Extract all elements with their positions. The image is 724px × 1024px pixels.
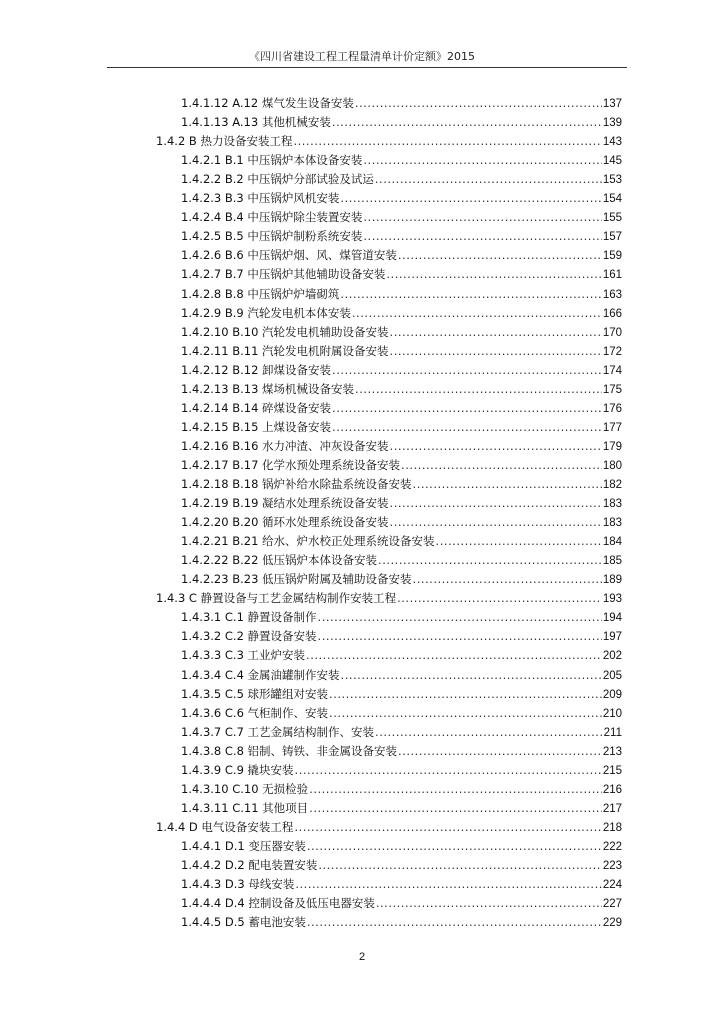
- toc-entry-title: 1.4.2.17 B.17 化学水预处理系统设备安装: [181, 457, 401, 472]
- toc-entry[interactable]: [181, 761, 622, 780]
- dot-leader: [329, 685, 602, 704]
- dot-leader: [390, 342, 602, 361]
- dot-leader: [309, 799, 602, 818]
- toc-entry[interactable]: [181, 856, 622, 875]
- toc-entry-page: 210: [602, 707, 622, 720]
- toc-entry-title: 1.4.3.7 C.7 工艺金属结构制作、安装: [181, 724, 375, 739]
- toc-entry[interactable]: [181, 246, 622, 265]
- toc-entry-title: 1.4.2.23 B.23 低压锅炉附属及辅助设备安装: [181, 572, 412, 587]
- toc-entry-title: 1.4.2.12 B.12 卸煤设备安装: [181, 362, 332, 377]
- dot-leader: [390, 437, 602, 456]
- dot-leader: [397, 589, 602, 608]
- toc-entry-page: 183: [602, 517, 622, 530]
- toc-entry[interactable]: [156, 818, 622, 837]
- toc-entry-page: 185: [602, 555, 622, 568]
- toc-entry[interactable]: [181, 627, 622, 646]
- dot-leader: [307, 837, 602, 856]
- toc-entry-page: 184: [602, 536, 622, 549]
- toc-entry[interactable]: [181, 551, 622, 570]
- toc-entry-page: 153: [602, 174, 622, 187]
- toc-entry[interactable]: [181, 113, 622, 132]
- dot-leader: [436, 532, 602, 551]
- dot-leader: [340, 285, 601, 304]
- toc-entry-page: 194: [602, 612, 622, 625]
- toc-entry-title: 1.4.2 B 热力设备安装工程: [156, 134, 293, 149]
- toc-entry-title: 1.4.2.10 B.10 汽轮发电机辅助设备安装: [181, 324, 389, 339]
- toc-entry-page: 176: [602, 402, 622, 415]
- toc-entry[interactable]: [181, 894, 622, 913]
- toc-entry-title: 1.4.3.2 C.2 静置设备安装: [181, 629, 317, 644]
- toc-entry-page: 227: [602, 898, 622, 911]
- toc-entry[interactable]: [181, 323, 622, 342]
- toc-entry[interactable]: [181, 342, 622, 361]
- dot-leader: [378, 551, 602, 570]
- toc-entry-page: 222: [602, 840, 622, 853]
- toc-entry-title: 1.4.4.3 D.3 母线安装: [181, 877, 295, 892]
- toc-entry[interactable]: [181, 799, 622, 818]
- toc-entry-title: 1.4.4 D 电气设备安装工程: [156, 819, 294, 834]
- dot-leader: [306, 646, 602, 665]
- toc-entry[interactable]: [181, 666, 622, 685]
- dot-leader: [398, 742, 602, 761]
- toc-entry-page: 229: [602, 917, 622, 930]
- toc-entry-page: 218: [602, 821, 622, 834]
- toc-entry[interactable]: [181, 532, 622, 551]
- toc-entry-title: 1.4.2.7 B.7 中压锅炉其他辅助设备安装: [181, 267, 386, 282]
- toc-entry[interactable]: [181, 94, 622, 113]
- toc-entry[interactable]: [181, 913, 622, 932]
- toc-entry-page: 163: [602, 288, 622, 301]
- toc-entry-title: 1.4.2.6 B.6 中压锅炉烟、风、煤管道安装: [181, 248, 397, 263]
- toc-entry-page: 193: [602, 593, 622, 606]
- running-header: 《四川省建设工程工程量清单计价定额》2015: [249, 50, 475, 63]
- toc-entry-title: 1.4.2.14 B.14 碎煤设备安装: [181, 400, 332, 415]
- toc-entry[interactable]: [181, 646, 622, 665]
- toc-entry[interactable]: [181, 685, 622, 704]
- toc-entry-page: 157: [602, 231, 622, 244]
- toc-entry-title: 1.4.3.9 C.9 撬块安装: [181, 762, 294, 777]
- dot-leader: [390, 513, 602, 532]
- toc-entry-title: 1.4.2.1 B.1 中压锅炉本体设备安装: [181, 153, 363, 168]
- toc-entry-page: 202: [602, 650, 622, 663]
- toc-entry-title: 1.4.3.8 C.8 铝制、铸铁、非金属设备安装: [181, 743, 398, 758]
- toc-entry[interactable]: [181, 742, 622, 761]
- toc-entry-title: 1.4.2.20 B.20 循环水处理系统设备安装: [181, 515, 389, 530]
- toc-entry-page: 139: [602, 117, 622, 130]
- toc-entry-page: 182: [602, 479, 622, 491]
- toc-entry[interactable]: [181, 875, 622, 894]
- dot-leader: [398, 246, 602, 265]
- dot-leader: [329, 704, 602, 723]
- dot-leader: [355, 94, 602, 113]
- toc-entry-title: 1.4.1.13 A.13 其他机械安装: [181, 115, 331, 130]
- toc-entry-title: 1.4.2.22 B.22 低压锅炉本体设备安装: [181, 553, 378, 568]
- toc-entry-title: 1.4.2.19 B.19 凝结水处理系统设备安装: [181, 496, 389, 511]
- dot-leader: [386, 265, 601, 284]
- toc-entry[interactable]: [181, 265, 622, 284]
- toc-entry[interactable]: [181, 399, 622, 418]
- toc-entry[interactable]: [181, 608, 622, 627]
- toc-entry-page: 170: [602, 326, 622, 339]
- toc-entry-page: 216: [602, 783, 622, 796]
- toc-entry-title: 1.4.3.11 C.11 其他项目: [181, 800, 309, 815]
- dot-leader: [318, 856, 601, 875]
- dot-leader: [332, 113, 602, 132]
- toc-entry-page: 197: [602, 631, 622, 644]
- dot-leader: [332, 361, 602, 380]
- toc-entry-page: 179: [602, 440, 622, 453]
- toc-entry[interactable]: [181, 151, 622, 170]
- dot-leader: [295, 875, 601, 894]
- dot-leader: [294, 818, 601, 837]
- toc-entry-page: 145: [602, 155, 622, 168]
- header-divider: [107, 67, 627, 68]
- toc-entry[interactable]: [181, 227, 622, 246]
- toc-entry-page: 177: [602, 421, 622, 434]
- toc-entry-title: 1.4.2.16 B.16 水力冲渣、冲灰设备安装: [181, 438, 389, 453]
- toc-entry-title: 1.4.2.18 B.18 锅炉补给水除盐系统设备安装: [181, 477, 412, 491]
- toc-entry-page: 174: [602, 364, 622, 377]
- toc-entry-title: 1.4.2.9 B.9 汽轮发电机本体安装: [181, 305, 351, 320]
- dot-leader: [309, 780, 602, 799]
- toc-entry-page: 155: [602, 212, 622, 225]
- toc-entry-page: 143: [602, 136, 622, 149]
- toc-entry-page: 223: [602, 860, 622, 872]
- toc-entry[interactable]: [181, 456, 622, 475]
- toc-entry[interactable]: [156, 132, 622, 151]
- dot-leader: [307, 913, 602, 932]
- toc-entry-title: 1.4.2.3 B.3 中压锅炉风机安装: [181, 191, 340, 206]
- toc-entry[interactable]: [181, 780, 622, 799]
- toc-entry[interactable]: [181, 475, 622, 494]
- dot-leader: [352, 304, 602, 323]
- toc-entry-page: 189: [602, 574, 622, 587]
- toc-entry-page: 137: [602, 98, 622, 110]
- toc-entry[interactable]: [181, 418, 622, 437]
- toc-entry-page: 205: [602, 669, 622, 682]
- dot-leader: [341, 666, 602, 685]
- dot-leader: [363, 151, 601, 170]
- toc-entry[interactable]: [181, 494, 622, 513]
- dot-leader: [293, 132, 601, 151]
- toc-entry-title: 1.4.2.5 B.5 中压锅炉制粉系统安装: [181, 229, 363, 244]
- toc-entry-page: 154: [602, 193, 622, 206]
- toc-entry-title: 1.4.3 C 静置设备与工艺金属结构制作安装工程: [156, 591, 397, 606]
- toc-entry[interactable]: [181, 437, 622, 456]
- toc-entry-title: 1.4.3.10 C.10 无损检验: [181, 781, 309, 796]
- toc-entry-title: 1.4.3.3 C.3 工业炉安装: [181, 648, 306, 663]
- toc-entry[interactable]: [181, 837, 622, 856]
- dot-leader: [363, 227, 601, 246]
- toc-entry-page: 175: [602, 383, 622, 396]
- toc-entry-page: 211: [603, 726, 622, 739]
- toc-entry-page: 217: [602, 802, 622, 815]
- toc-entry[interactable]: [181, 170, 622, 189]
- toc-entry[interactable]: [181, 513, 622, 532]
- toc-entry-title: 1.4.3.1 C.1 静置设备制作: [181, 610, 317, 625]
- toc-entry-page: 172: [602, 345, 622, 358]
- toc-entry-page: 180: [602, 459, 622, 472]
- toc-entry-title: 1.4.4.1 D.1 变压器安装: [181, 838, 306, 853]
- toc-entry-title: 1.4.4.2 D.2 配电装置安装: [181, 858, 318, 872]
- toc-entry-title: 1.4.2.13 B.13 煤场机械设备安装: [181, 381, 355, 396]
- toc-entry-title: 1.4.3.6 C.6 气柜制作、安装: [181, 705, 329, 720]
- toc-entry-title: 1.4.2.21 B.21 给水、炉水校正处理系统设备安装: [181, 534, 435, 549]
- toc-entry[interactable]: [181, 189, 622, 208]
- toc-entry-page: 161: [602, 269, 622, 282]
- toc-entry-title: 1.4.2.4 B.4 中压锅炉除尘装置安装: [181, 210, 363, 225]
- toc-entry-page: 159: [602, 250, 622, 263]
- toc-entry-title: 1.4.2.11 B.11 汽轮发电机附属设备安装: [181, 343, 389, 358]
- toc-entry-page: 215: [602, 764, 622, 777]
- dot-leader: [413, 570, 602, 589]
- dot-leader: [375, 723, 603, 742]
- toc-entry[interactable]: [181, 570, 622, 589]
- toc-entry-page: 224: [602, 879, 622, 892]
- dot-leader: [355, 380, 602, 399]
- dot-leader: [332, 418, 602, 437]
- toc-entry-page: 166: [602, 307, 622, 320]
- dot-leader: [401, 456, 602, 475]
- toc-entry-title: 1.4.4.5 D.5 蓄电池安装: [181, 915, 306, 930]
- toc-entry-title: 1.4.2.15 B.15 上煤设备安装: [181, 419, 332, 434]
- dot-leader: [390, 494, 602, 513]
- toc-entry[interactable]: [181, 723, 622, 742]
- toc-entry[interactable]: [181, 208, 622, 227]
- dot-leader: [332, 399, 602, 418]
- toc-entry-title: 1.4.2.2 B.2 中压锅炉分部试验及试运: [181, 172, 374, 187]
- toc-entry-title: 1.4.1.12 A.12 煤气发生设备安装: [181, 96, 354, 110]
- toc-entry-page: 183: [602, 498, 622, 511]
- toc-entry[interactable]: [181, 704, 622, 723]
- toc-entry[interactable]: [156, 589, 622, 608]
- toc-entry-title: 1.4.4.4 D.4 控制设备及低压电器安装: [181, 896, 375, 911]
- dot-leader: [318, 627, 602, 646]
- toc-entry[interactable]: [181, 361, 622, 380]
- dot-leader: [363, 208, 601, 227]
- toc-entry[interactable]: [181, 380, 622, 399]
- toc-entry[interactable]: [181, 304, 622, 323]
- dot-leader: [295, 761, 602, 780]
- dot-leader: [375, 170, 602, 189]
- toc-entry-page: 209: [602, 688, 622, 701]
- dot-leader: [318, 608, 602, 627]
- page-number: 2: [358, 951, 366, 963]
- toc-entry-title: 1.4.3.5 C.5 球形罐组对安装: [181, 686, 329, 701]
- toc-entry-title: 1.4.2.8 B.8 中压锅炉炉墙砌筑: [181, 286, 340, 301]
- toc-entry-title: 1.4.3.4 C.4 金属油罐制作安装: [181, 667, 340, 682]
- toc-entry[interactable]: [181, 285, 622, 304]
- toc-entry-page: 213: [602, 745, 622, 758]
- dot-leader: [340, 189, 601, 208]
- dot-leader: [413, 475, 602, 494]
- dot-leader: [376, 894, 602, 913]
- dot-leader: [390, 323, 602, 342]
